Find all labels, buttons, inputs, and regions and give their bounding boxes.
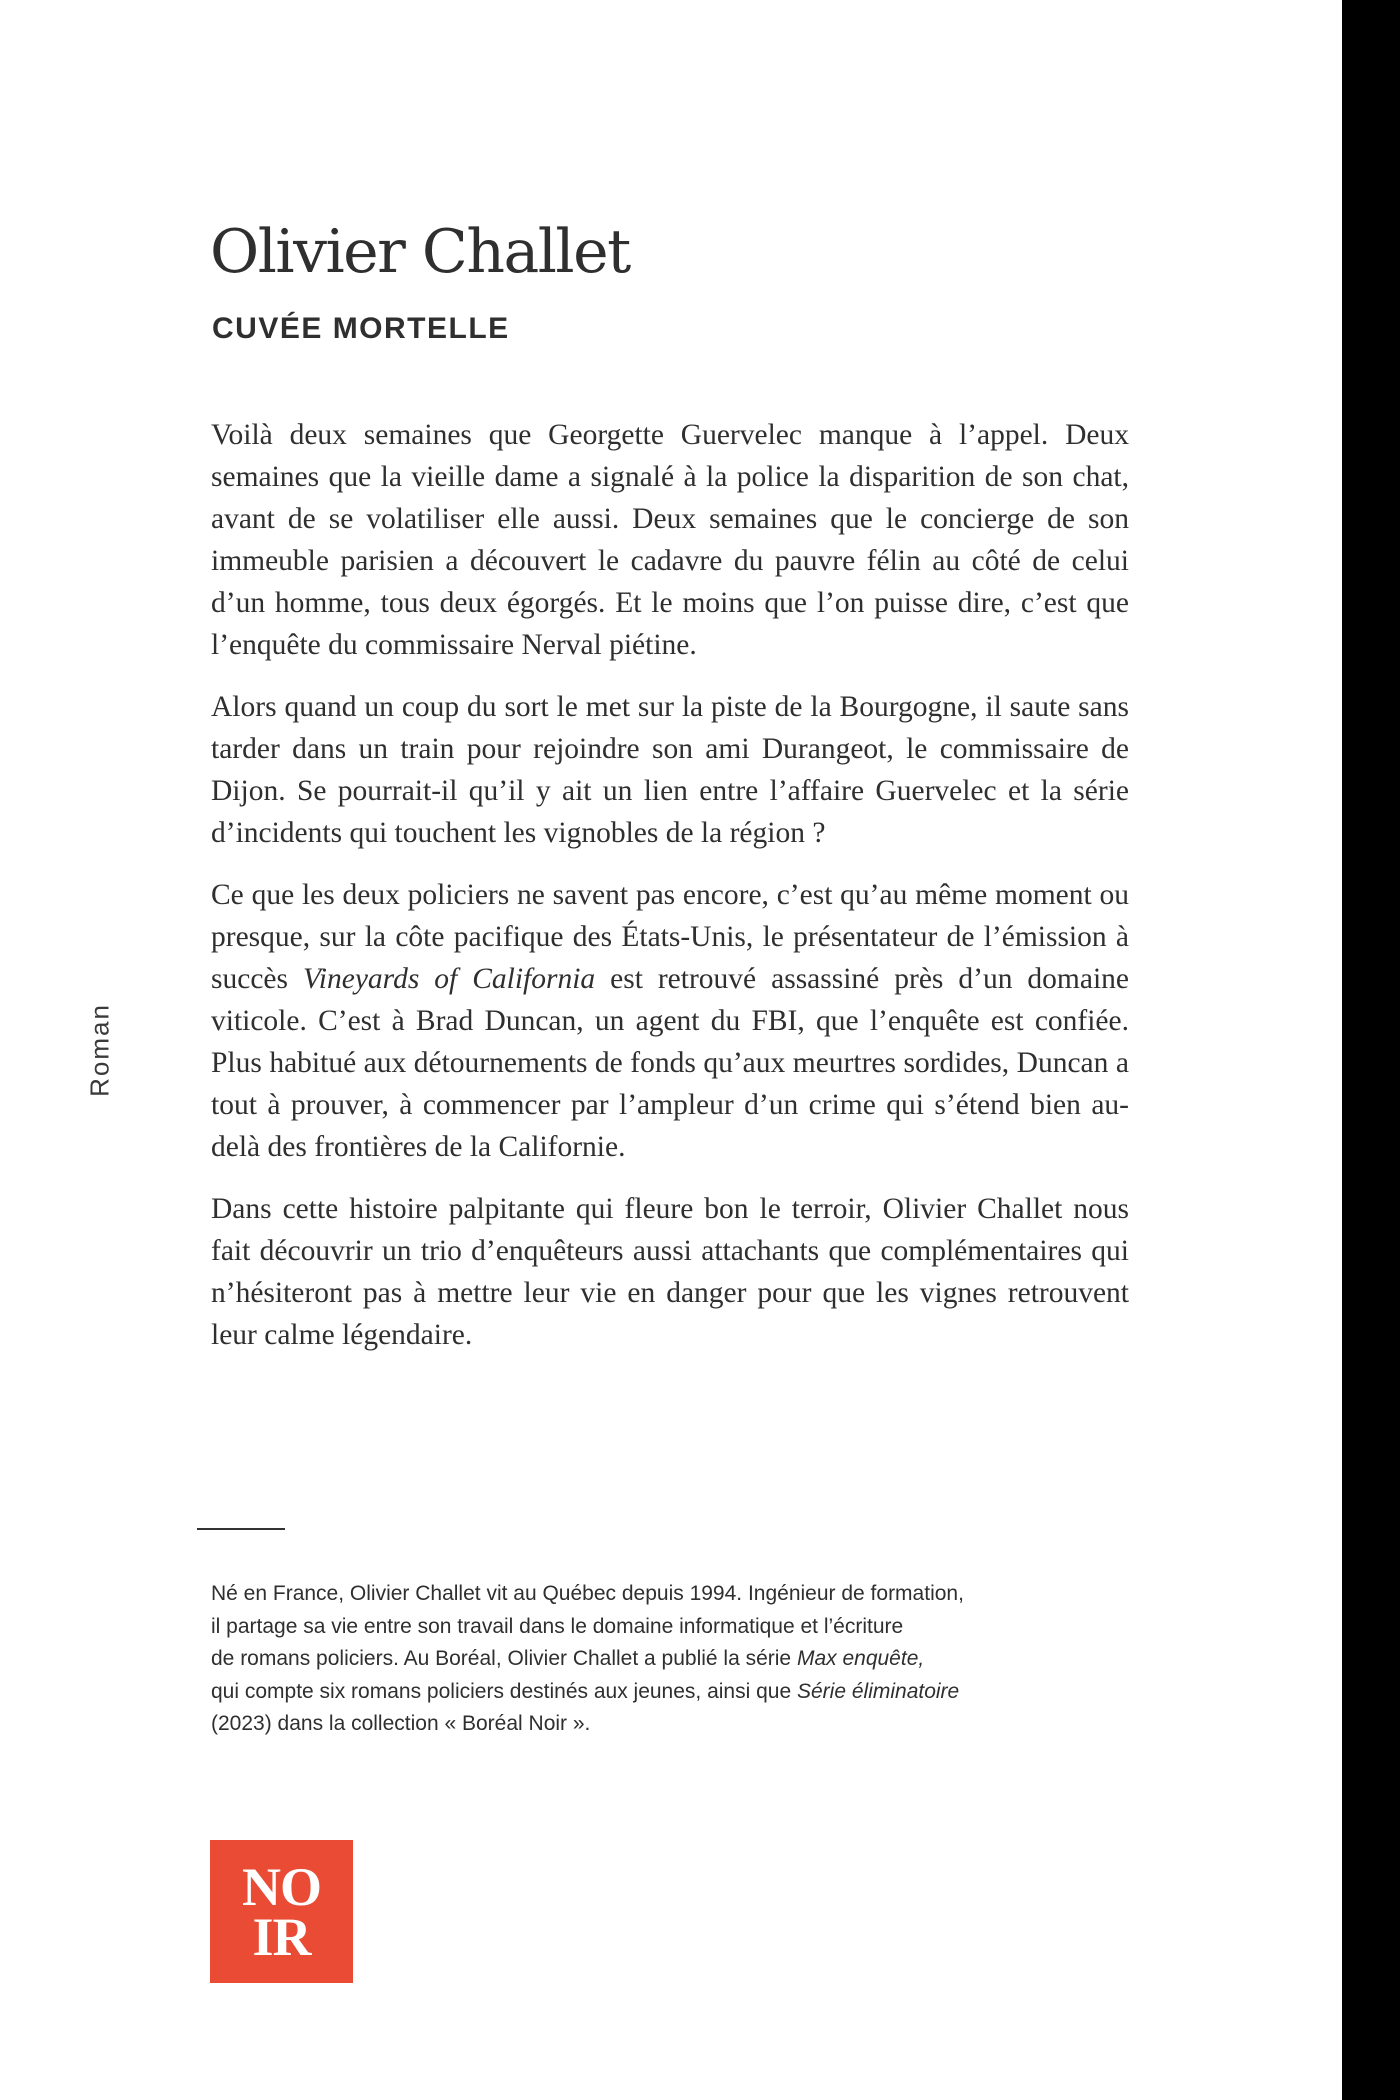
blurb-paragraph-3 (211, 874, 1129, 1168)
bio-line-3-text: de romans policiers. Au Boréal, Olivier Challet a publié la série (211, 1647, 797, 1671)
bio-line-5: (2023) dans la collection « Boréal Noir ». (211, 1712, 591, 1736)
bio-line-4-text: qui compte six romans policiers destinés aux jeunes, ainsi que (211, 1679, 797, 1703)
blurb-paragraph-1: Voilà deux semaines que Georgette Guervelec manque à l’appel. Deux semaines que la vieille dame a signalé à la police la disparition de son chat, avant de se volatiliser elle aussi. Deux semaines que le concierge de son immeuble parisien a découvert le cadavre du pauvre félin au côté de celui d’un homme, tous deux égorgés. Et le moins que l’on puisse dire, c’est que l’enquête du commissaire Nerval piétine. (211, 419, 1129, 661)
blurb-paragraph-2: Alors quand un coup du sort le met sur la piste de la Bourgogne, il saute sans tarder dans un train pour rejoindre son ami Durangeot, le commissaire de Dijon. Se pourrait-il qu’il y ait un lien entre l’affaire Guervelec et la série d’incidents qui touchent les vignobles de la région ? (211, 691, 1129, 849)
series-title: Max enquête, (796, 1647, 925, 1671)
book-reference: Série éliminatoire (796, 1679, 960, 1703)
blurb-paragraph-3-start: Ce que les deux policiers ne savent pas encore, c’est qu’au même moment ou presque, sur la côte pacifique des États-Unis, le présentateur de l’émission à succès (211, 879, 1129, 995)
blurb (211, 414, 1129, 1376)
blurb-paragraph-4: Dans cette histoire palpitante qui fleure bon le terroir, Olivier Challet nous fait découvrir un trio d’enquêteurs aussi attachants que complémentaires qui n’hésiteront pas à mettre leur vie en danger pour que les vignes retrouvent leur calme légendaire. (211, 1193, 1129, 1351)
logo-line-2: IR (252, 1906, 311, 1967)
blurb-paragraph-3-end: est retrouvé assassiné près d’un domaine viticole. C’est à Brad Duncan, un agent du FBI, que l’enquête est confiée. Plus habitué aux détournements de fonds qu’aux meurtres sordides, Duncan a tout à prouver, à commencer par l’ampleur d’un crime qui s’étend bien au-delà des frontières de la Californie. (211, 963, 1129, 1163)
divider (197, 1528, 285, 1530)
author-bio (211, 1578, 1111, 1741)
spine-edge (1342, 0, 1400, 2100)
genre-label: Roman (84, 1003, 115, 1097)
bio-line-4 (211, 1676, 1111, 1709)
show-title: Vineyards of California (302, 963, 596, 995)
noir-logo (210, 1840, 353, 1983)
bio-line-1: Né en France, Olivier Challet vit au Québec depuis 1994. Ingénieur de formation, (211, 1582, 964, 1605)
bio-line-3 (211, 1643, 1111, 1676)
author-name: Olivier Challet (210, 217, 630, 287)
logo-line-1: NO (242, 1856, 321, 1917)
book-title: CUVÉE MORTELLE (212, 312, 510, 345)
bio-line-2: il partage sa vie entre son travail dans le domaine informatique et l’écriture (211, 1614, 904, 1638)
